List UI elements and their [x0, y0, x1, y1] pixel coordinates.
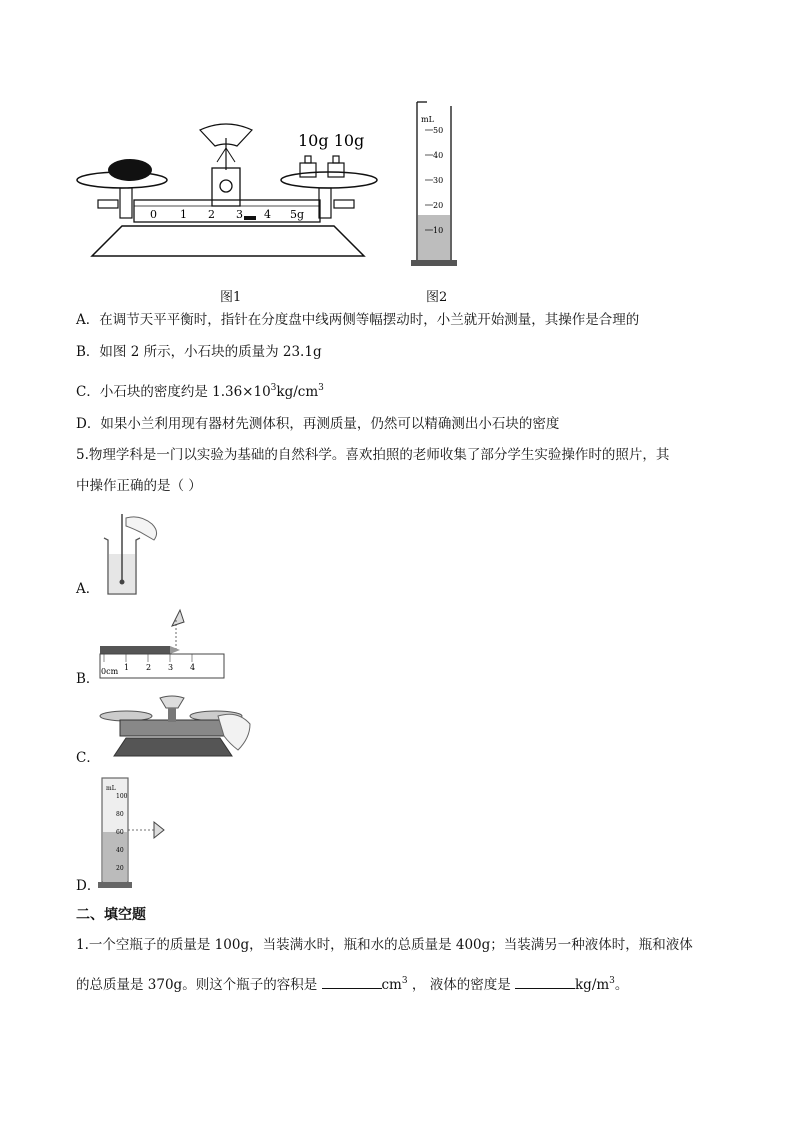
q5-image-c: [98, 694, 253, 764]
q4-option-a: A．在调节天平平衡时，指针在分度盘中线两侧等幅摆动时，小兰就开始测量，其操作是合理的: [76, 312, 640, 328]
q5-cylinder-tick-20: 20: [116, 865, 124, 872]
q4-option-c-exp2: 3: [318, 383, 324, 393]
ruler-tick-2: 2: [146, 663, 152, 672]
scale-tick-1: 1: [180, 208, 187, 221]
q4-option-c-exp1: 3: [270, 383, 277, 393]
fill-q1-mid: ， 液体的密度是: [411, 977, 511, 993]
q4-option-c-text: C．小石块的密度约是 1.36×10: [76, 384, 271, 400]
q4-option-c: [76, 379, 324, 401]
cylinder-tick-50: 50: [433, 126, 444, 135]
cylinder-tick-40: 40: [433, 151, 444, 160]
q5-stem-line2: 中操作正确的是（ ）: [76, 478, 202, 494]
q5-cylinder-unit: mL: [106, 785, 116, 792]
fig1-caption: 图1: [220, 290, 242, 305]
fill-q1-line1: 1.一个空瓶子的质量是 100g，当装满水时，瓶和水的总质量是 400g；当装满另一种液体时，瓶和液体: [76, 937, 693, 953]
q5-option-c-label: C．: [76, 750, 100, 766]
fill-q1-unit1: cm: [381, 977, 402, 993]
q4-option-c-unit: kg/cm: [276, 384, 319, 400]
cylinder-figure: [405, 100, 465, 270]
answer-blank-volume[interactable]: [322, 974, 382, 989]
fill-q1-end: 。: [614, 977, 629, 993]
cylinder-tick-10: 10: [433, 226, 444, 235]
ruler-tick-3: 3: [168, 663, 174, 672]
scale-tick-3: 3: [236, 208, 243, 221]
q5-stem-line1: 5.物理学科是一门以实验为基础的自然科学。喜欢拍照的老师收集了部分学生实验操作时的照片，其: [76, 447, 670, 463]
scale-tick-2: 2: [208, 208, 215, 221]
cylinder-unit: mL: [421, 115, 434, 124]
weights-label: 10g 10g: [298, 131, 365, 150]
fill-q1-unit2: kg/m: [575, 977, 610, 993]
q5-option-a-label: A．: [76, 581, 100, 597]
section-heading: 二、填空题: [76, 907, 146, 923]
scale-tick-0: 0: [150, 208, 157, 221]
q4-option-d: D．如果小兰利用现有器材先测体积，再测质量，仍然可以精确测出小石块的密度: [76, 416, 560, 432]
answer-blank-density[interactable]: [515, 974, 575, 989]
ruler-tick-0: 0cm: [101, 667, 119, 676]
q5-cylinder-tick-40: 40: [116, 847, 124, 854]
q5-cylinder-tick-100: 100: [116, 793, 128, 800]
fig2-caption: 图2: [426, 290, 448, 305]
balance-figure: [72, 118, 392, 268]
cylinder-tick-30: 30: [433, 176, 444, 185]
q5-option-d-label: D．: [76, 878, 101, 894]
q5-option-b-label: B．: [76, 671, 100, 687]
scale-tick-5: 5g: [290, 208, 305, 221]
q5-image-d: [98, 776, 178, 892]
fill-q1-text: 的总质量是 370g。则这个瓶子的容积是: [76, 977, 318, 993]
q5-cylinder-tick-80: 80: [116, 811, 124, 818]
scale-tick-4: 4: [264, 208, 271, 221]
q5-cylinder-tick-60: 60: [116, 829, 124, 836]
fill-q1-line2: [76, 972, 628, 994]
ruler-tick-4: 4: [190, 663, 196, 672]
ruler-tick-1: 1: [124, 663, 130, 672]
q5-image-a: [100, 510, 170, 600]
cylinder-tick-20: 20: [433, 201, 444, 210]
scale-tick-labels: [150, 208, 304, 221]
fill-q1-exp2: 3: [609, 976, 615, 986]
q5-image-b: [98, 606, 228, 682]
fill-q1-exp1: 3: [401, 976, 408, 986]
q4-option-b: B．如图 2 所示，小石块的质量为 23.1g: [76, 344, 322, 360]
